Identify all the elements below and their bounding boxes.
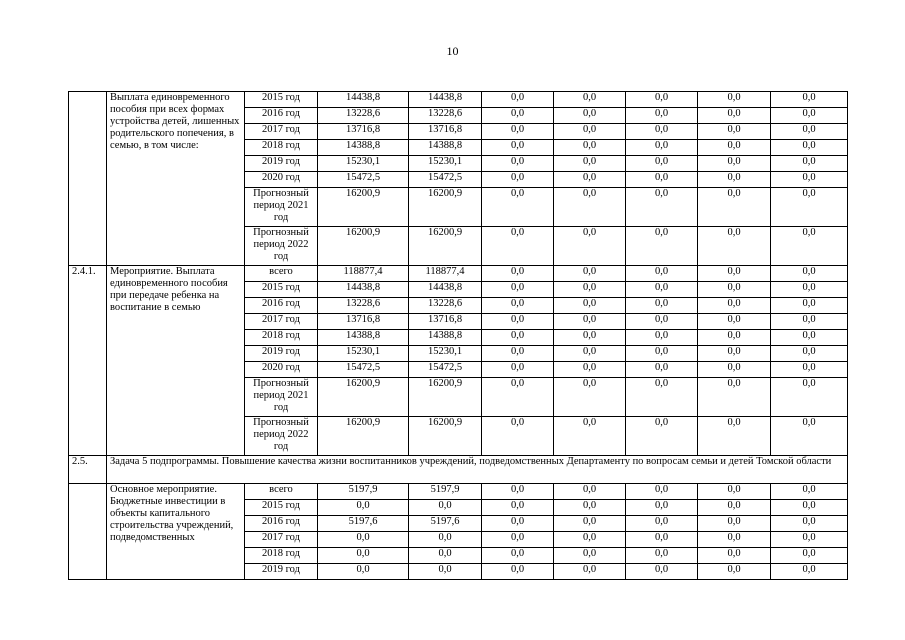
- value-cell: 0,0: [771, 124, 848, 140]
- value-cell: 0,0: [771, 516, 848, 532]
- value-cell: 0,0: [482, 564, 554, 580]
- value-cell: 13716,8: [318, 314, 409, 330]
- value-cell: 0,0: [626, 282, 698, 298]
- value-cell: 0,0: [771, 92, 848, 108]
- value-cell: 0,0: [482, 140, 554, 156]
- value-cell: 0,0: [482, 298, 554, 314]
- period-cell: 2015 год: [245, 92, 318, 108]
- value-cell: 0,0: [698, 564, 771, 580]
- value-cell: 14388,8: [409, 330, 482, 346]
- value-cell: 0,0: [554, 548, 626, 564]
- measure-description: Основное мероприятие. Бюджетные инвестиции в объекты капитального строительства учреждений, подведомственных: [107, 484, 245, 580]
- value-cell: 0,0: [698, 314, 771, 330]
- value-cell: 0,0: [626, 564, 698, 580]
- value-cell: 0,0: [698, 378, 771, 417]
- value-cell: 13228,6: [409, 108, 482, 124]
- value-cell: 16200,9: [318, 227, 409, 266]
- value-cell: 0,0: [554, 172, 626, 188]
- value-cell: 16200,9: [409, 378, 482, 417]
- value-cell: 0,0: [771, 532, 848, 548]
- value-cell: 0,0: [771, 108, 848, 124]
- value-cell: 0,0: [554, 500, 626, 516]
- period-cell: 2015 год: [245, 282, 318, 298]
- value-cell: 0,0: [698, 188, 771, 227]
- value-cell: 5197,9: [318, 484, 409, 500]
- value-cell: 0,0: [771, 266, 848, 282]
- value-cell: 14438,8: [409, 92, 482, 108]
- value-cell: 0,0: [698, 92, 771, 108]
- value-cell: 0,0: [771, 172, 848, 188]
- measure-description: Выплата единовременного пособия при всех формах устройства детей, лишенных родительского попечения, в семью, в том числе:: [107, 92, 245, 266]
- value-cell: 0,0: [318, 564, 409, 580]
- value-cell: 0,0: [626, 314, 698, 330]
- value-cell: 0,0: [626, 156, 698, 172]
- value-cell: 15230,1: [409, 346, 482, 362]
- value-cell: 0,0: [554, 108, 626, 124]
- value-cell: 13228,6: [409, 298, 482, 314]
- value-cell: 0,0: [554, 298, 626, 314]
- period-cell: 2015 год: [245, 500, 318, 516]
- value-cell: 16200,9: [409, 227, 482, 266]
- value-cell: 0,0: [626, 484, 698, 500]
- value-cell: 14438,8: [409, 282, 482, 298]
- period-cell: Прогнозный период 2022 год: [245, 417, 318, 456]
- value-cell: 0,0: [482, 378, 554, 417]
- value-cell: 5197,6: [409, 516, 482, 532]
- value-cell: 0,0: [698, 108, 771, 124]
- value-cell: 0,0: [318, 532, 409, 548]
- value-cell: 0,0: [626, 532, 698, 548]
- value-cell: 14388,8: [318, 330, 409, 346]
- value-cell: 0,0: [698, 172, 771, 188]
- value-cell: 0,0: [554, 156, 626, 172]
- table-row: [69, 484, 848, 500]
- value-cell: 0,0: [482, 108, 554, 124]
- value-cell: 0,0: [409, 500, 482, 516]
- value-cell: 0,0: [698, 346, 771, 362]
- value-cell: 15230,1: [409, 156, 482, 172]
- value-cell: 0,0: [698, 362, 771, 378]
- value-cell: 0,0: [771, 362, 848, 378]
- value-cell: 16200,9: [409, 417, 482, 456]
- value-cell: 0,0: [482, 266, 554, 282]
- value-cell: 0,0: [626, 92, 698, 108]
- section-number: [69, 92, 107, 266]
- value-cell: 0,0: [554, 124, 626, 140]
- value-cell: 0,0: [482, 516, 554, 532]
- value-cell: 0,0: [554, 532, 626, 548]
- value-cell: 0,0: [626, 516, 698, 532]
- value-cell: 0,0: [771, 298, 848, 314]
- value-cell: 0,0: [482, 417, 554, 456]
- value-cell: 118877,4: [409, 266, 482, 282]
- value-cell: 0,0: [409, 532, 482, 548]
- value-cell: 0,0: [554, 417, 626, 456]
- value-cell: 0,0: [698, 484, 771, 500]
- period-cell: Прогнозный период 2021 год: [245, 188, 318, 227]
- value-cell: 0,0: [482, 282, 554, 298]
- value-cell: 0,0: [771, 140, 848, 156]
- value-cell: 0,0: [626, 417, 698, 456]
- value-cell: 0,0: [626, 172, 698, 188]
- value-cell: 15472,5: [409, 362, 482, 378]
- value-cell: 0,0: [482, 362, 554, 378]
- value-cell: 14388,8: [318, 140, 409, 156]
- value-cell: 0,0: [698, 298, 771, 314]
- value-cell: 0,0: [554, 516, 626, 532]
- period-cell: Прогнозный период 2021 год: [245, 378, 318, 417]
- value-cell: 0,0: [771, 564, 848, 580]
- value-cell: 0,0: [698, 140, 771, 156]
- period-cell: 2020 год: [245, 362, 318, 378]
- value-cell: 14438,8: [318, 92, 409, 108]
- period-cell: 2018 год: [245, 140, 318, 156]
- period-cell: 2018 год: [245, 548, 318, 564]
- value-cell: 0,0: [626, 362, 698, 378]
- value-cell: 0,0: [318, 500, 409, 516]
- value-cell: 0,0: [626, 266, 698, 282]
- value-cell: 0,0: [771, 500, 848, 516]
- period-cell: всего: [245, 484, 318, 500]
- value-cell: 0,0: [318, 548, 409, 564]
- period-cell: Прогнозный период 2022 год: [245, 227, 318, 266]
- value-cell: 0,0: [554, 140, 626, 156]
- value-cell: 15230,1: [318, 156, 409, 172]
- value-cell: 0,0: [698, 532, 771, 548]
- value-cell: 0,0: [482, 548, 554, 564]
- value-cell: 0,0: [626, 298, 698, 314]
- period-cell: 2020 год: [245, 172, 318, 188]
- value-cell: 0,0: [771, 346, 848, 362]
- value-cell: 0,0: [482, 532, 554, 548]
- value-cell: 16200,9: [409, 188, 482, 227]
- table-row: [69, 266, 848, 282]
- value-cell: 0,0: [771, 330, 848, 346]
- value-cell: 0,0: [626, 500, 698, 516]
- value-cell: 16200,9: [318, 378, 409, 417]
- value-cell: 0,0: [554, 282, 626, 298]
- value-cell: 0,0: [482, 92, 554, 108]
- value-cell: 0,0: [554, 314, 626, 330]
- value-cell: 15472,5: [318, 172, 409, 188]
- value-cell: 0,0: [698, 500, 771, 516]
- value-cell: 0,0: [698, 516, 771, 532]
- period-cell: 2016 год: [245, 516, 318, 532]
- value-cell: 0,0: [554, 362, 626, 378]
- value-cell: 13228,6: [318, 298, 409, 314]
- period-cell: 2017 год: [245, 532, 318, 548]
- value-cell: 0,0: [771, 282, 848, 298]
- value-cell: 0,0: [409, 564, 482, 580]
- value-cell: 0,0: [482, 227, 554, 266]
- value-cell: 13228,6: [318, 108, 409, 124]
- value-cell: 0,0: [626, 188, 698, 227]
- value-cell: 0,0: [626, 378, 698, 417]
- value-cell: 13716,8: [318, 124, 409, 140]
- value-cell: 0,0: [626, 124, 698, 140]
- value-cell: 0,0: [554, 92, 626, 108]
- period-cell: 2016 год: [245, 108, 318, 124]
- value-cell: 0,0: [698, 266, 771, 282]
- period-cell: 2019 год: [245, 156, 318, 172]
- value-cell: 0,0: [771, 314, 848, 330]
- value-cell: 0,0: [771, 227, 848, 266]
- value-cell: 0,0: [554, 188, 626, 227]
- value-cell: 0,0: [626, 330, 698, 346]
- period-cell: всего: [245, 266, 318, 282]
- value-cell: 0,0: [698, 548, 771, 564]
- budget-table: [68, 91, 848, 580]
- value-cell: 13716,8: [409, 314, 482, 330]
- section-number: [69, 484, 107, 580]
- value-cell: 16200,9: [318, 417, 409, 456]
- value-cell: 0,0: [698, 124, 771, 140]
- value-cell: 0,0: [771, 378, 848, 417]
- measure-description: Мероприятие. Выплата единовременного пособия при передаче ребенка на воспитание в семью: [107, 266, 245, 456]
- value-cell: 0,0: [554, 346, 626, 362]
- task-description: Задача 5 подпрограммы. Повышение качества жизни воспитанников учреждений, подведомственных Департаменту по вопросам семьи и детей Томской области: [107, 456, 848, 484]
- value-cell: 0,0: [482, 188, 554, 227]
- period-cell: 2017 год: [245, 124, 318, 140]
- section-number: 2.5.: [69, 456, 107, 484]
- value-cell: 0,0: [698, 282, 771, 298]
- page-number: 10: [446, 44, 459, 58]
- value-cell: 0,0: [698, 330, 771, 346]
- value-cell: 0,0: [698, 227, 771, 266]
- value-cell: 5197,9: [409, 484, 482, 500]
- value-cell: 0,0: [626, 548, 698, 564]
- value-cell: 118877,4: [318, 266, 409, 282]
- value-cell: 15472,5: [409, 172, 482, 188]
- value-cell: 15230,1: [318, 346, 409, 362]
- value-cell: 0,0: [771, 156, 848, 172]
- period-cell: 2019 год: [245, 346, 318, 362]
- value-cell: 0,0: [482, 500, 554, 516]
- value-cell: 0,0: [554, 484, 626, 500]
- value-cell: 0,0: [554, 330, 626, 346]
- value-cell: 16200,9: [318, 188, 409, 227]
- value-cell: 0,0: [409, 548, 482, 564]
- value-cell: 0,0: [482, 346, 554, 362]
- table-row: [69, 92, 848, 108]
- value-cell: 0,0: [771, 484, 848, 500]
- period-cell: 2017 год: [245, 314, 318, 330]
- value-cell: 14438,8: [318, 282, 409, 298]
- value-cell: 0,0: [626, 346, 698, 362]
- value-cell: 0,0: [698, 156, 771, 172]
- value-cell: 0,0: [771, 188, 848, 227]
- period-cell: 2018 год: [245, 330, 318, 346]
- task-row: [69, 456, 848, 484]
- value-cell: 0,0: [482, 314, 554, 330]
- value-cell: 0,0: [698, 417, 771, 456]
- value-cell: 14388,8: [409, 140, 482, 156]
- value-cell: 0,0: [771, 417, 848, 456]
- value-cell: 0,0: [554, 266, 626, 282]
- value-cell: 0,0: [554, 227, 626, 266]
- section-number: 2.4.1.: [69, 266, 107, 456]
- value-cell: 13716,8: [409, 124, 482, 140]
- value-cell: 0,0: [554, 564, 626, 580]
- value-cell: 0,0: [482, 484, 554, 500]
- value-cell: 5197,6: [318, 516, 409, 532]
- value-cell: 0,0: [482, 330, 554, 346]
- value-cell: 0,0: [771, 548, 848, 564]
- value-cell: 0,0: [482, 156, 554, 172]
- value-cell: 0,0: [626, 108, 698, 124]
- value-cell: 0,0: [626, 227, 698, 266]
- value-cell: 0,0: [626, 140, 698, 156]
- period-cell: 2019 год: [245, 564, 318, 580]
- value-cell: 0,0: [482, 172, 554, 188]
- value-cell: 15472,5: [318, 362, 409, 378]
- period-cell: 2016 год: [245, 298, 318, 314]
- value-cell: 0,0: [554, 378, 626, 417]
- value-cell: 0,0: [482, 124, 554, 140]
